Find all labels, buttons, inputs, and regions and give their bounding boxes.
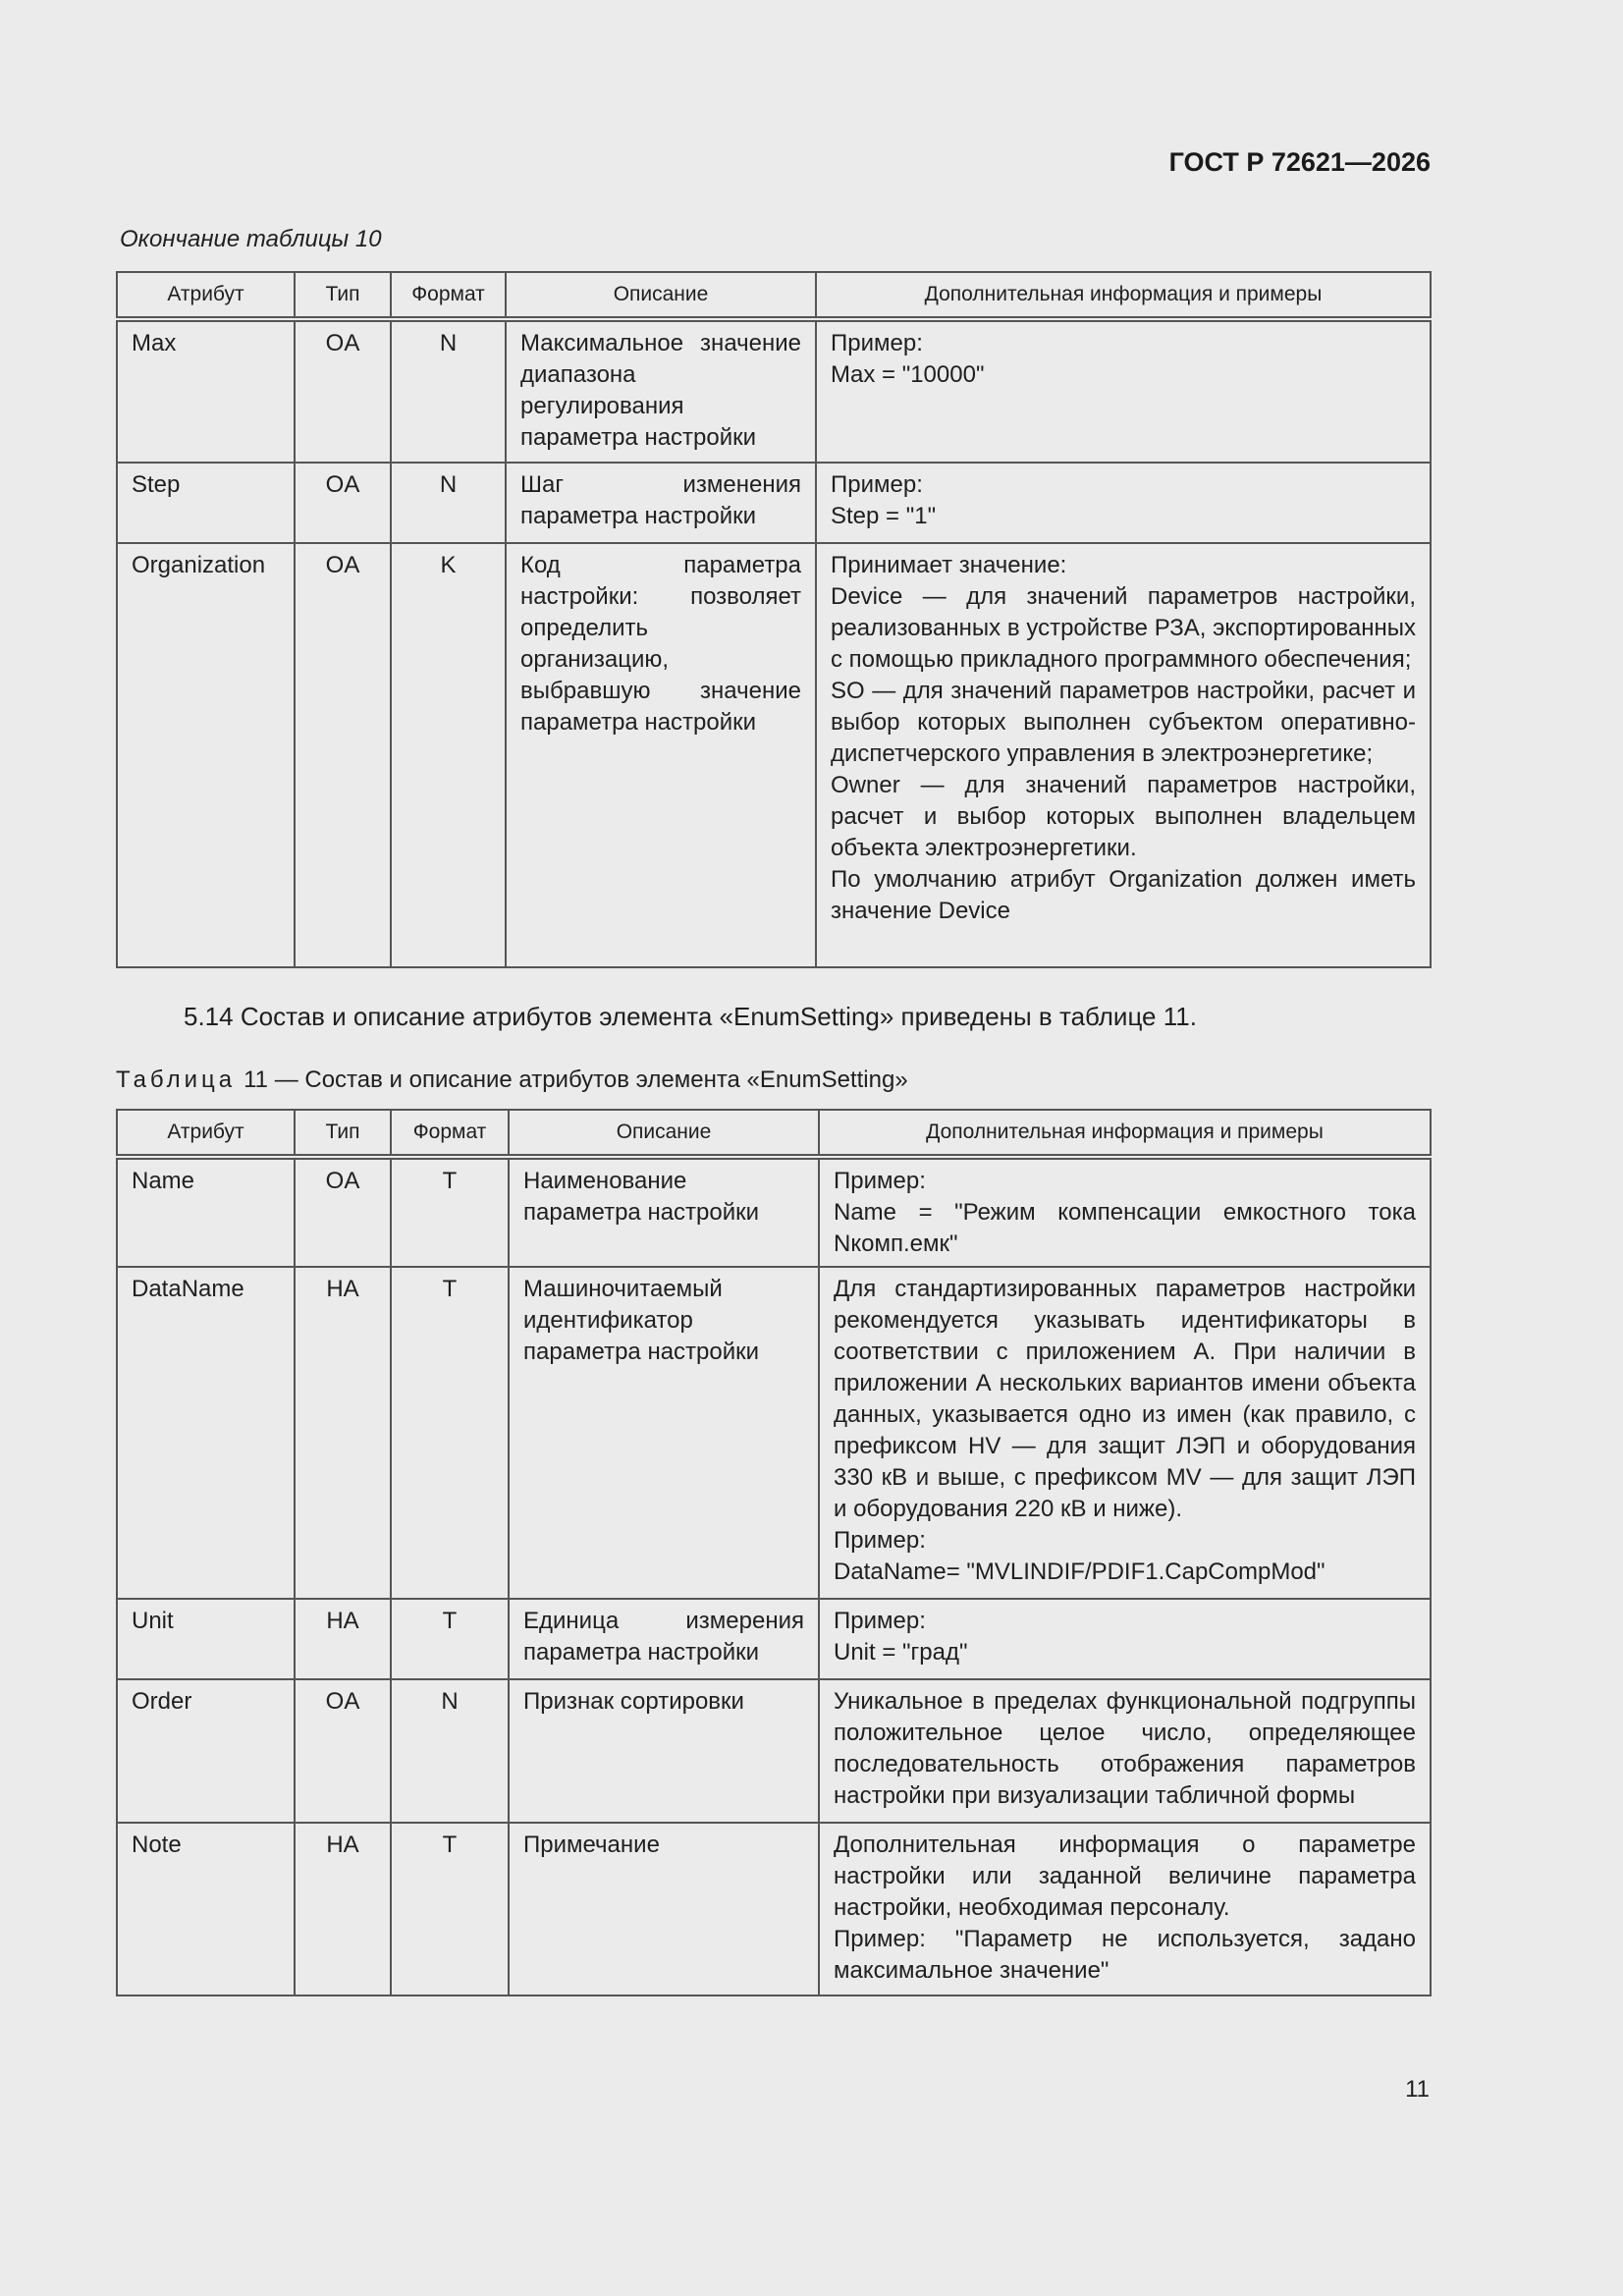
info-line: Уникальное в пределах функциональной подгруппы положительное целое число, определяющее последовательность отображения параметров настройки при визуализации табличной формы <box>834 1688 1416 1809</box>
cell-attribute: DataName <box>117 1267 295 1599</box>
column-header-attribute: Атрибут <box>117 1110 295 1157</box>
column-header-info: Дополнительная информация и примеры <box>816 272 1431 319</box>
cell-type: OA <box>295 1157 391 1267</box>
cell-attribute: Max <box>117 319 295 463</box>
cell-info <box>816 543 1431 967</box>
info-line: Для стандартизированных параметров настройки рекомендуется указывать идентификаторы в соответствии с приложением А. При наличии в приложении А нескольких вариантов имени объекта данных, указывается одно из имен (как правило, с префиксом HV — для защит ЛЭП и оборудования 330 кВ и выше, с префиксом MV — для защит ЛЭП и оборудования 220 кВ и ниже). <box>834 1276 1416 1522</box>
cell-type: OA <box>295 543 391 967</box>
cell-format: T <box>391 1157 509 1267</box>
cell-type: HA <box>295 1823 391 1995</box>
info-line: Owner — для значений параметров настройки, расчет и выбор которых выполнен владельцем объекта электроэнергетики. <box>831 772 1416 861</box>
column-header-type: Тип <box>295 272 391 319</box>
cell-attribute: Step <box>117 463 295 543</box>
table11-caption <box>116 1066 908 1094</box>
column-header-description: Описание <box>506 272 816 319</box>
info-line: Max = "10000" <box>831 361 985 388</box>
cell-type: OA <box>295 319 391 463</box>
cell-format: T <box>391 1823 509 1995</box>
cell-description: Код параметра настройки: позволяет определить организацию, выбравшую значение параметра настройки <box>506 543 816 967</box>
table-row <box>117 1679 1431 1823</box>
table-row <box>117 1599 1431 1679</box>
table-header-row <box>117 272 1431 319</box>
page-number: 11 <box>1405 2076 1430 2103</box>
column-header-format: Формат <box>391 1110 509 1157</box>
table-row <box>117 1823 1431 1995</box>
info-line: Пример: <box>831 330 923 356</box>
cell-info <box>816 319 1431 463</box>
cell-format: N <box>391 463 506 543</box>
document-code: ГОСТ Р 72621—2026 <box>1168 147 1431 177</box>
cell-description: Наименование параметра настройки <box>509 1157 819 1267</box>
info-line: Пример: <box>834 1608 926 1634</box>
info-line: Пример: <box>831 471 923 498</box>
cell-format: K <box>391 543 506 967</box>
cell-attribute: Name <box>117 1157 295 1267</box>
info-line: Пример: <box>834 1527 926 1554</box>
cell-type: HA <box>295 1267 391 1599</box>
info-line: Пример: <box>834 1168 926 1194</box>
table-row <box>117 319 1431 463</box>
cell-format: T <box>391 1267 509 1599</box>
table10-continuation-caption: Окончание таблицы 10 <box>120 226 382 252</box>
table-row <box>117 1267 1431 1599</box>
cell-format: N <box>391 319 506 463</box>
info-line: Unit = "град" <box>834 1639 968 1666</box>
cell-info <box>819 1267 1431 1599</box>
cell-description: Максимальное значение диапазона регулирования параметра настройки <box>506 319 816 463</box>
cell-format: T <box>391 1599 509 1679</box>
cell-description: Примечание <box>509 1823 819 1995</box>
table11-caption-title: 11 — Состав и описание атрибутов элемента «EnumSetting» <box>243 1066 908 1093</box>
cell-attribute: Note <box>117 1823 295 1995</box>
info-line: Name = "Режим компенсации емкостного тока Nкомп.емк" <box>834 1199 1416 1257</box>
cell-type: HA <box>295 1599 391 1679</box>
info-line: Принимает значение: <box>831 552 1067 578</box>
cell-info <box>819 1599 1431 1679</box>
info-line: DataName= "MVLINDIF/PDIF1.CapCompMod" <box>834 1558 1325 1585</box>
info-line: SO — для значений параметров настройки, расчет и выбор которых выполнен субъектом оперативно-диспетчерского управления в электроэнергетике; <box>831 678 1416 767</box>
cell-info <box>819 1157 1431 1267</box>
cell-format: N <box>391 1679 509 1823</box>
cell-type: OA <box>295 463 391 543</box>
cell-description: Признак сортировки <box>509 1679 819 1823</box>
info-line: По умолчанию атрибут Organization должен иметь значение Device <box>831 866 1416 924</box>
cell-attribute: Unit <box>117 1599 295 1679</box>
table-row <box>117 1157 1431 1267</box>
table-11 <box>116 1109 1432 1996</box>
section-paragraph: 5.14 Состав и описание атрибутов элемента «EnumSetting» приведены в таблице 11. <box>184 1002 1197 1031</box>
info-line: Step = "1" <box>831 503 937 529</box>
column-header-attribute: Атрибут <box>117 272 295 319</box>
table-row <box>117 543 1431 967</box>
cell-attribute: Order <box>117 1679 295 1823</box>
column-header-format: Формат <box>391 272 506 319</box>
cell-description: Машиночитаемый идентификатор параметра настройки <box>509 1267 819 1599</box>
column-header-description: Описание <box>509 1110 819 1157</box>
table-row <box>117 463 1431 543</box>
table-10 <box>116 271 1432 968</box>
table-header-row <box>117 1110 1431 1157</box>
cell-description: Шаг изменения параметра настройки <box>506 463 816 543</box>
info-line: Device — для значений параметров настройки, реализованных в устройстве РЗА, экспортированных с помощью прикладного программного обеспечения; <box>831 583 1416 673</box>
table11-caption-prefix: Таблица <box>116 1066 237 1093</box>
column-header-info: Дополнительная информация и примеры <box>819 1110 1431 1157</box>
column-header-type: Тип <box>295 1110 391 1157</box>
cell-info <box>819 1823 1431 1995</box>
cell-type: OA <box>295 1679 391 1823</box>
cell-info <box>816 463 1431 543</box>
info-line: Дополнительная информация о параметре настройки или заданной величине параметра настройки, необходимая персоналу. <box>834 1831 1416 1921</box>
cell-attribute: Organization <box>117 543 295 967</box>
info-line: Пример: "Параметр не используется, задано максимальное значение" <box>834 1926 1416 1984</box>
cell-description: Единица измерения параметра настройки <box>509 1599 819 1679</box>
cell-info <box>819 1679 1431 1823</box>
